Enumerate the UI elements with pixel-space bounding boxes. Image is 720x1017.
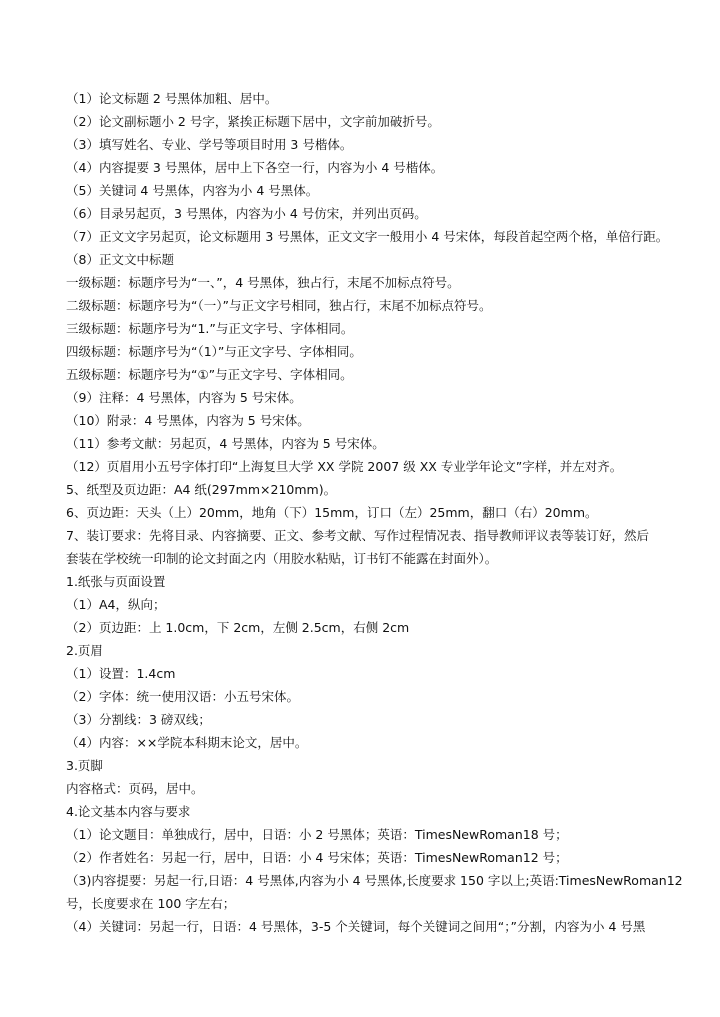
text-line: 三级标题：标题序号为“1.”与正文字号、字体相同。 xyxy=(66,321,354,336)
text-line: 内容格式：页码，居中。 xyxy=(66,781,204,796)
text-line: （1）A4，纵向； xyxy=(66,597,166,612)
text-line: （4）内容：××学院本科期末论文，居中。 xyxy=(66,735,308,750)
text-line: 2.页眉 xyxy=(66,643,103,658)
text-line: （10）附录：4 号黑体，内容为 5 号宋体。 xyxy=(66,413,310,428)
text-line: （6）目录另起页，3 号黑体，内容为小 4 号仿宋，并列出页码。 xyxy=(66,206,427,221)
text-line: （2）字体：统一使用汉语：小五号宋体。 xyxy=(66,689,299,704)
text-line: 号，长度要求在 100 字左右； xyxy=(66,896,236,911)
text-line: 6、页边距：天头（上）20mm，地角（下）15mm，订口（左）25mm，翻口（右）20mm。 xyxy=(66,505,598,520)
text-line: （1）论文题目：单独成行，居中，日语：小 2 号黑体；英语：TimesNewRoman18 号； xyxy=(66,827,568,842)
text-line: 一级标题：标题序号为“一、”，4 号黑体，独占行，末尾不加标点符号。 xyxy=(66,275,460,290)
text-line: （4）关键词：另起一行，日语：4 号黑体，3-5 个关键词，每个关键词之间用“；”分割，内容为小 4 号黑 xyxy=(66,919,646,934)
text-line: （5）关键词 4 号黑体，内容为小 4 号黑体。 xyxy=(66,183,319,198)
text-line: （3）分割线：3 磅双线； xyxy=(66,712,211,727)
text-line: （2）作者姓名：另起一行，居中，日语：小 4 号宋体；英语：TimesNewRoman12 号； xyxy=(66,850,568,865)
text-line: （2）论文副标题小 2 号字，紧挨正标题下居中，文字前加破折号。 xyxy=(66,114,440,129)
text-line: 五级标题：标题序号为“①”与正文字号、字体相同。 xyxy=(66,367,353,382)
text-line: （3)内容提要：另起一行,日语：4 号黑体,内容为小 4 号黑体,长度要求 150 字以上;英语:TimesNewRoman12 xyxy=(66,873,683,888)
text-line: （1）论文标题 2 号黑体加粗、居中。 xyxy=(66,91,278,106)
text-line: （12）页眉用小五号字体打印“上海复旦大学 XX 学院 2007 级 XX 专业学年论文”字样，并左对齐。 xyxy=(66,459,623,474)
text-line: 4.论文基本内容与要求 xyxy=(66,804,191,819)
text-line: 7、装订要求：先将目录、内容摘要、正文、参考文献、写作过程情况表、指导教师评议表等装订好，然后 xyxy=(66,528,649,543)
text-line: （4）内容提要 3 号黑体，居中上下各空一行，内容为小 4 号楷体。 xyxy=(66,160,444,175)
text-line: （2）页边距：上 1.0cm，下 2cm，左侧 2.5cm，右侧 2cm xyxy=(66,620,410,635)
text-line: （8）正文文中标题 xyxy=(66,252,174,267)
text-line: （11）参考文献：另起页，4 号黑体，内容为 5 号宋体。 xyxy=(66,436,385,451)
text-line: （3）填写姓名、专业、学号等项目时用 3 号楷体。 xyxy=(66,137,353,152)
text-line: （7）正文文字另起页，论文标题用 3 号黑体，正文文字一般用小 4 号宋体，每段首起空两个格，单倍行距。 xyxy=(66,229,669,244)
text-line: 四级标题：标题序号为“（1）”与正文字号、字体相同。 xyxy=(66,344,362,359)
text-line: 3.页脚 xyxy=(66,758,103,773)
text-line: （9）注释：4 号黑体，内容为 5 号宋体。 xyxy=(66,390,302,405)
text-line: 二级标题：标题序号为“（一）”与正文字号相同，独占行，末尾不加标点符号。 xyxy=(66,298,492,313)
text-line: 套装在学校统一印制的论文封面之内（用胶水粘贴，订书钉不能露在封面外）。 xyxy=(66,551,498,566)
text-line: 5、纸型及页边距：A4 纸(297mm×210mm)。 xyxy=(66,482,337,497)
text-line: 1.纸张与页面设置 xyxy=(66,574,166,589)
text-line: （1）设置：1.4cm xyxy=(66,666,176,681)
